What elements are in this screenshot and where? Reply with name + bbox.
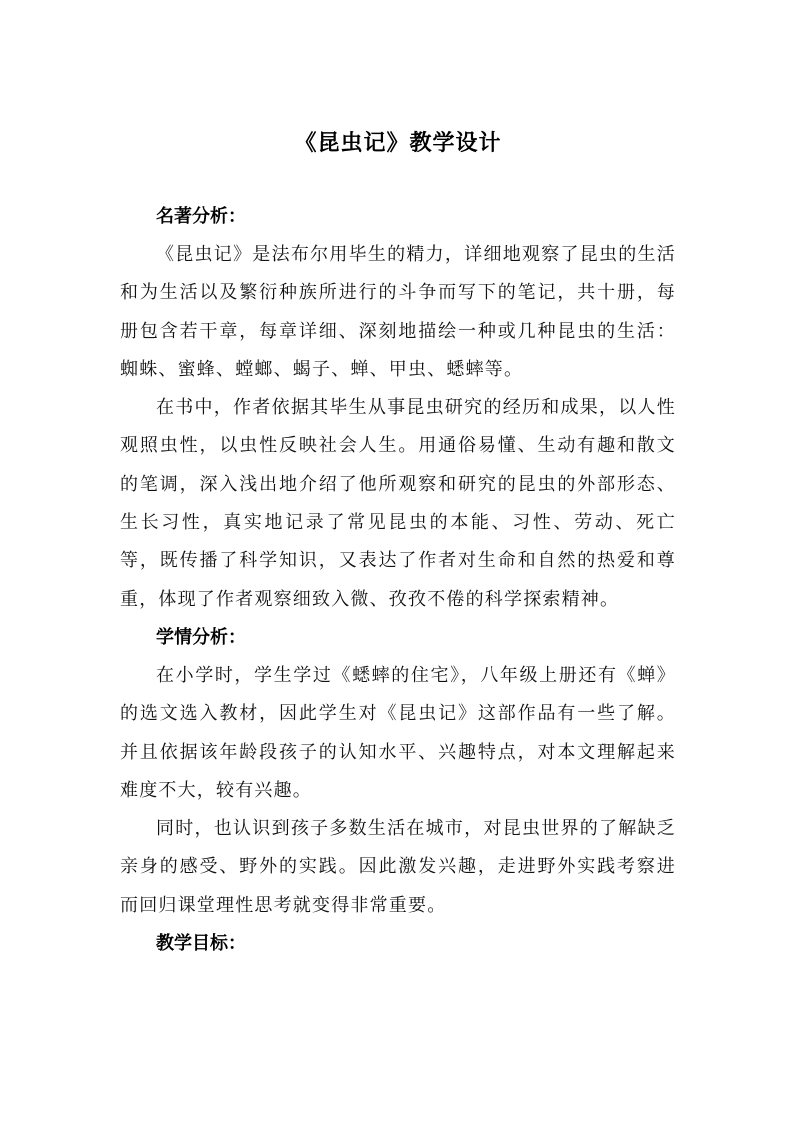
section-heading-masterpiece-analysis: 名著分析： bbox=[156, 206, 246, 227]
paragraph-masterpiece-analysis-2: 在书中，作者依据其毕生从事昆虫研究的经历和成果，以人性观照虫性，以虫性反映社会人生。用通俗易懂、生动有趣和散文的笔调，深入浅出地介绍了他所观察和研究的昆虫的外部形态、生长习性，真实地记录了常见昆虫的本能、习性、劳动、死亡等，既传播了科学知识，又表达了作者对生命和自然的热爱和尊重，体现了作者观察细致入微、孜孜不倦的科学探索精神。 bbox=[120, 397, 676, 610]
paragraph-learner-analysis-1: 在小学时，学生学过《蟋蟀的住宅》，八年级上册还有《蝉》的选文选入教材，因此学生对《昆虫记》这部作品有一些了解。并且依据该年龄段孩子的认知水平、兴趣特点，对本文理解起来难度不大，较有兴趣。 bbox=[120, 664, 676, 801]
document-title: 《昆虫记》教学设计 bbox=[294, 131, 502, 156]
section-heading-teaching-goals: 教学目标： bbox=[156, 933, 246, 955]
section-heading-learner-analysis: 学情分析： bbox=[156, 626, 246, 648]
document-body bbox=[120, 124, 676, 963]
paragraph-learner-analysis-2: 同时，也认识到孩子多数生活在城市，对昆虫世界的了解缺乏亲身的感受、野外的实践。因此激发兴趣，走进野外实践考察进而回归课堂理性思考就变得非常重要。 bbox=[120, 818, 676, 916]
paragraph-masterpiece-analysis-1: 《昆虫记》是法布尔用毕生的精力，详细地观察了昆虫的生活和为生活以及繁衍种族所进行的斗争而写下的笔记，共十册，每册包含若干章，每章详细、深刻地描绘一种或几种昆虫的生活：蜘蛛、蜜蜂、螳螂、蝎子、蝉、甲虫、蟋蟀等。 bbox=[120, 244, 676, 380]
